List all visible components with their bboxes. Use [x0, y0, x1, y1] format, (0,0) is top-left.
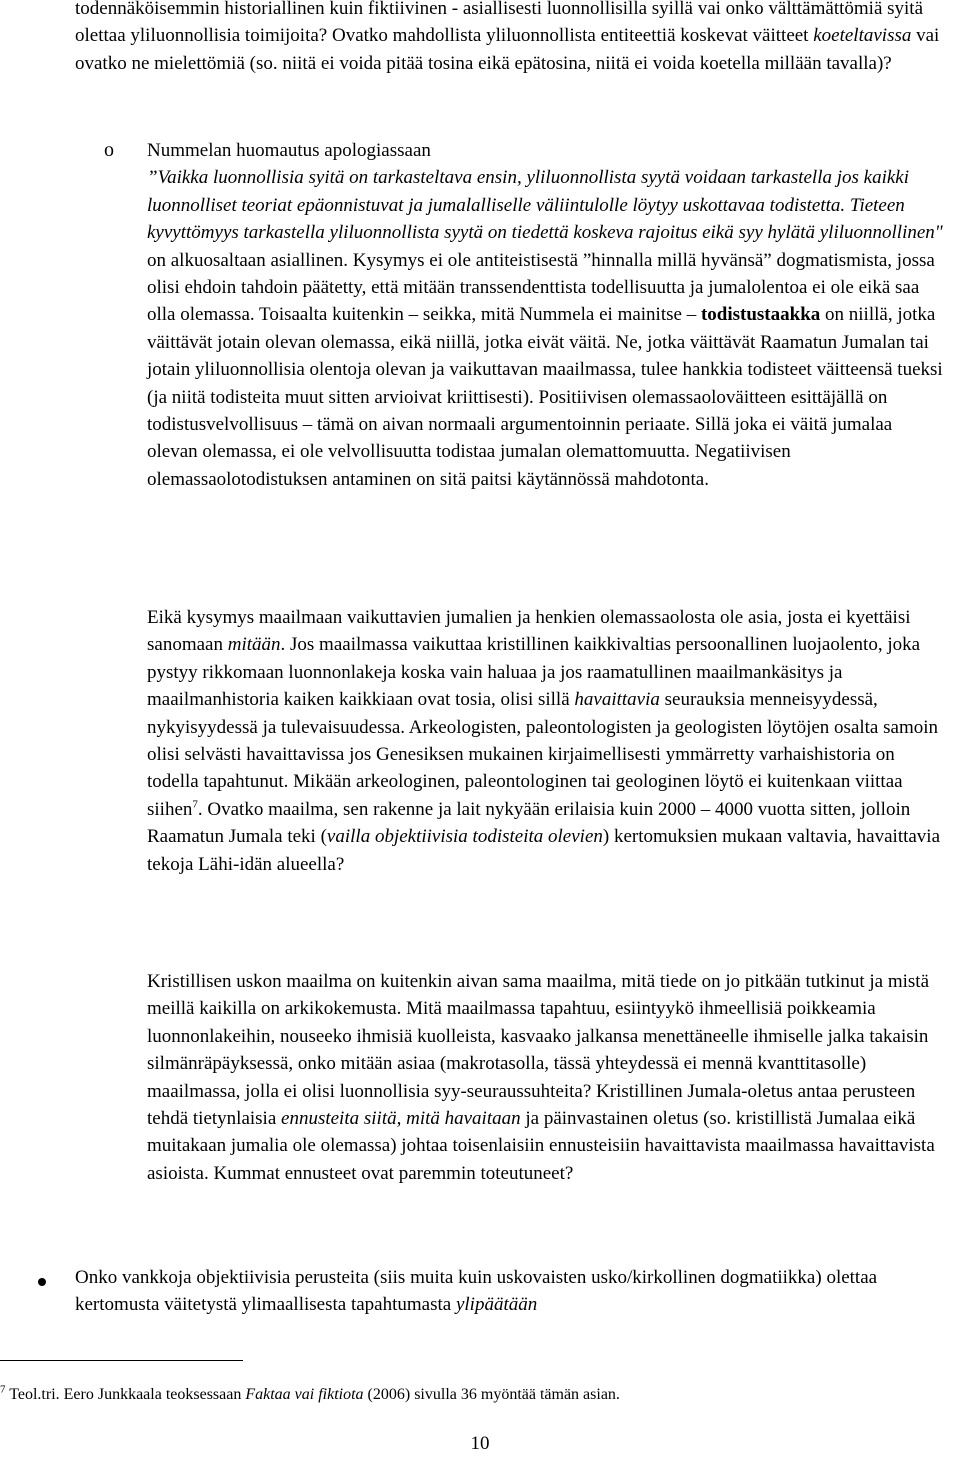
text-run: ) kertomuksien mukaan valtavia, havaittavia tekoja Lähi-idän alueella?: [147, 826, 941, 875]
text-run: . Ovatko maailma, sen rakenne ja lait nykyään erilaisia kuin 2000 – 4000 vuotta sitten, jolloin Raamatun Jumala teki (: [147, 798, 911, 848]
footnote-number: 7: [0, 1383, 6, 1396]
italic-quote: ”Vaikka luonnollisia syitä on tarkasteltava ensin, yliluonnollista syytä voidaan tarkastella jos kaikki luonnolliset teoriat epäonnistuvat ja jumalalliselle väliintulolle löytyy uskottavaa todistetta.: [147, 167, 910, 216]
text-run: . Jos maailmassa vaikuttaa kristillinen kaikkivaltias persoonallinen luojaolento, joka pystyy rikkomaan luonnonlakeja koska vain haluaa ja jos raamatullinen maailmankäsitys ja maailmanhistoria kaiken kaikkiaan ovat tosia, olisi sillä: [147, 634, 921, 711]
text-run: (2006) sivulla 36 myöntää tämän asian.: [363, 1386, 620, 1403]
italic-text: mitään: [227, 634, 281, 656]
text-run: Nummelan huomautus apologiassaan: [147, 140, 431, 161]
footnote: [0, 1385, 930, 1405]
italic-text: koeteltavissa: [813, 25, 912, 47]
text-run: on alkuosaltaan asiallinen. Kysymys ei ole antiteistisestä ”hinnalla millä hyvänsä” dogmatismista, jossa olisi ehdoin tahdoin päätetty, että mitään transsendenttista todellisuutta ja jumalolentoa ei ole eikä saa olla olemassa. Toisaalta kuitenkin – seikka, mitä Nummela ei mainitse –: [147, 249, 935, 326]
list-bullet-o: o: [104, 139, 114, 161]
italic-text: ylipäätään: [455, 1294, 538, 1316]
paragraph-intro: [75, 0, 945, 77]
paragraph-christian-world: [147, 968, 947, 1187]
paragraph-question: [75, 1264, 935, 1319]
text-run: ja päinvastainen oletus (so. kristillistä Jumalaa eikä muitakaan jumalia ole olemassa) johtaa toisenlaisiin ennusteisiin havaittavista maailmassa havaittavista asioista. Kummat ennusteet ovat paremmin toteutuneet?: [147, 1108, 935, 1184]
italic-text: Faktaa vai fiktiota: [245, 1386, 364, 1403]
text-run: Eikä kysymys maailmaan vaikuttavien jumalien ja henkien olemassaolosta ole asia, josta ei kyettäisi sanomaan: [147, 607, 911, 656]
page-number: 10: [470, 1433, 490, 1454]
text-run: Onko vankkoja objektiivisia perusteita (siis muita kuin uskovaisten usko/kirkollinen dogmatiikka) olettaa kertomusta väitetystä ylimaallisesta tapahtumasta: [75, 1267, 878, 1316]
text-run: Teol.tri. Eero Junkkaala teoksessaan: [5, 1386, 246, 1403]
bold-text: todistustaakka: [700, 304, 821, 326]
italic-text: ennusteita siitä, mitä havaitaan: [281, 1108, 521, 1130]
paragraph-world-gods: [147, 604, 947, 878]
text-run: seurauksia menneisyydessä, nykyisyydessä ja tulevaisuudessa. Arkeologisten, paleontologisten ja geologisten löytöjen osalta samoin olisi selvästi havaittavissa jos Genesiksen mukainen kirjaimellisesti ymmärretty varhaishistoria on todella tapahtunut. Mikään arkeologinen, paleontologinen tai geologinen löytö ei kuitenkaan viittaa siihen: [147, 689, 939, 820]
text-run: vai ovatko ne mielettömiä (so. niitä ei voida pitää tosina eikä epätosina, niitä ei voida koetella millään tavalla)?: [75, 25, 940, 74]
text-run: todennäköisemmin historiallinen kuin fiktiivinen - asiallisesti luonnollisilla syillä vai onko välttämättömiä syitä olettaa yliluonnollisia toimijoita? Ovatko mahdollista yliluonnollista entiteettiä koskevat väitteet: [75, 0, 924, 47]
footnote-divider: [0, 1360, 243, 1361]
footnote-ref[interactable]: 7: [192, 798, 198, 811]
text-run: Kristillisen uskon maailma on kuitenkin aivan sama maailma, mitä tiede on jo pitkään tutkinut ja mistä meillä kaikilla on arkikokemusta. Mitä maailmassa tapahtuu, esiintyykö ihmeellisiä poikkeamia luonnonlakeihin, nouseeko ihmisiä kuolleista, kasvaako jalkansa menettäneelle ihmiselle jalka takaisin silmänräpäyksessä, onko mitään asiaa (makrotasolla, tässä yhteydessä ei mennä kvanttitasolle) maailmassa, jolla ei olisi luonnollisia syy-seuraussuhteita? Kristillinen Jumala-oletus antaa perusteen tehdä tietynlaisia: [147, 971, 930, 1130]
italic-quote: Tieteen kyvyttömyys tarkastella yliluonnollista syytä on tiedettä koskeva rajoitus eikä syy hylätä yliluonnollinen": [147, 194, 943, 244]
list-bullet-dot: [38, 1278, 46, 1286]
italic-text: vailla objektiivisia todisteita olevien: [326, 826, 603, 848]
paragraph-nummela: [147, 137, 947, 493]
italic-text: havaittavia: [574, 689, 660, 711]
text-run: on niillä, jotka väittävät jotain olevan olemassa, eikä niillä, jotka eivät väitä. Ne, jotka väittävät Raamatun Jumalan tai jotain yliluonnollisia olentoja olevan ja vaikuttavan maailmassa, tulee hankkia todisteet väitteensä tueksi (ja niitä todisteita muut sitten arvioivat kriittisesti). Positiivisen olemassaoloväitteen esittäjällä on todistusvelvollisuus – tämä on aivan normaali argumentoinnin periaate. Sillä joka ei väitä jumalaa olevan olemassa, ei ole velvollisuutta todistaa jumalan olemattomuutta. Negatiivisen olemassaolotodistuksen antaminen on sitä paitsi käytännössä mahdotonta.: [147, 304, 943, 490]
